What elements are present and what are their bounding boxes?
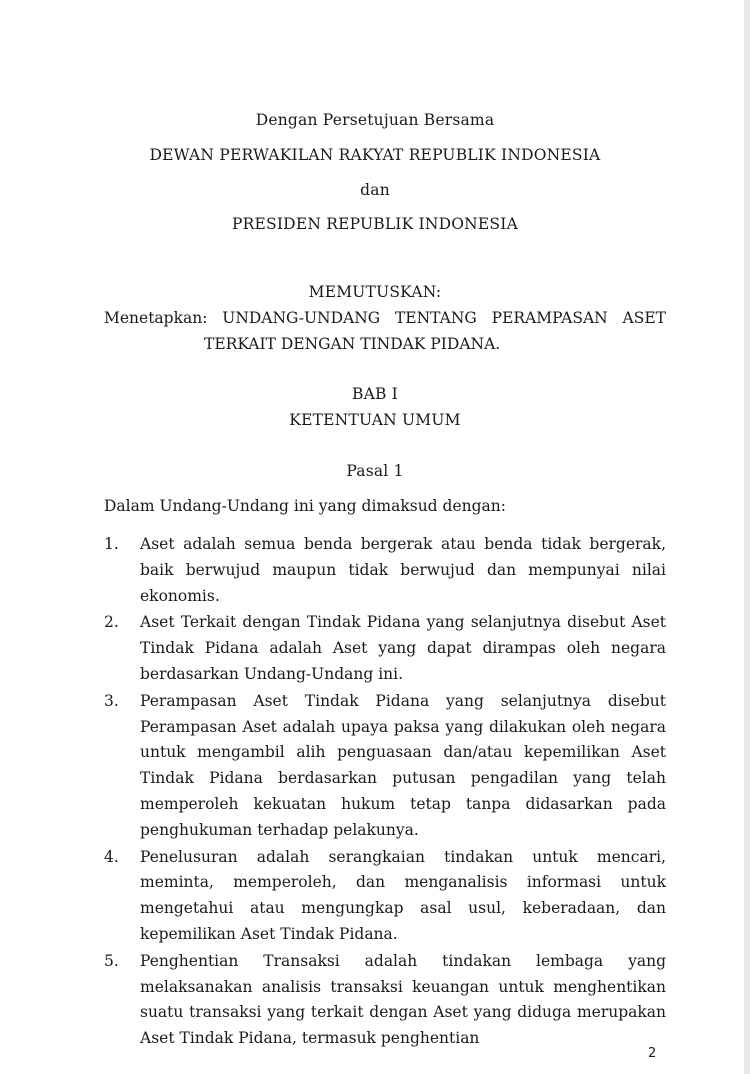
definition-list <box>104 532 666 1053</box>
approval-line: Dengan Persetujuan Bersama <box>255 111 495 129</box>
list-item <box>104 949 666 1052</box>
menetapkan-word: PERAMPASAN <box>491 309 608 327</box>
list-item <box>104 532 666 609</box>
menetapkan-word: UNDANG-UNDANG <box>222 309 381 327</box>
menetapkan-word: Menetapkan: <box>104 309 208 327</box>
item-text: Aset Terkait dengan Tindak Pidana yang selanjutnya disebut Aset Tindak Pidana adalah Aset yang dapat dirampas oleh negara berdasarkan Undang-Undang ini. <box>140 613 666 683</box>
chapter-title: KETENTUAN UMUM <box>289 411 461 429</box>
list-item <box>104 845 666 948</box>
dpr-line: DEWAN PERWAKILAN RAKYAT REPUBLIK INDONESIA <box>149 146 601 164</box>
menetapkan-word: TENTANG <box>394 309 477 327</box>
page-number: 2 <box>648 1046 657 1061</box>
item-number: 5. <box>104 951 119 970</box>
item-number: 3. <box>104 691 119 710</box>
list-item <box>104 689 666 844</box>
menetapkan-row <box>104 305 666 331</box>
item-text: Penelusuran adalah serangkaian tindakan untuk mencari, meminta, memperoleh, dan menganalisis informasi untuk mengetahui atau mengungkap asal usul, keberadaan, dan kepemilikan Aset Tindak Pidana. <box>140 847 666 943</box>
item-number: 1. <box>104 535 119 553</box>
item-number: 4. <box>104 847 119 866</box>
item-number: 2. <box>104 613 119 632</box>
menetapkan-continuation: TERKAIT DENGAN TINDAK PIDANA. <box>204 335 501 353</box>
list-item <box>104 610 666 687</box>
menetapkan-block <box>104 305 666 357</box>
conjunction-line: dan <box>360 181 390 199</box>
article-title: Pasal 1 <box>346 462 404 480</box>
item-text: Penghentian Transaksi adalah tindakan lembaga yang melaksanakan analisis transaksi keuangan untuk menghentikan suatu transaksi yang terkait dengan Aset yang diduga merupakan Aset Tindak Pidana, termasuk penghentian <box>140 951 666 1048</box>
decision-title: MEMUTUSKAN: <box>308 283 442 301</box>
menetapkan-word: ASET <box>622 309 666 327</box>
article-intro: Dalam Undang-Undang ini yang dimaksud dengan: <box>104 497 506 515</box>
president-line: PRESIDEN REPUBLIK INDONESIA <box>232 215 518 233</box>
item-text: Perampasan Aset Tindak Pidana yang selanjutnya disebut Perampasan Aset adalah upaya paksa yang dilakukan oleh negara untuk mengambil alih penguasaan dan/atau kepemilikan Aset Tindak Pidana berdasarkan putusan pengadilan yang telah memperoleh kekuatan hukum tetap tanpa didasarkan pada penghukuman terhadap pelakunya. <box>140 691 666 839</box>
page-edge-shadow <box>744 0 750 1074</box>
item-text: Aset adalah semua benda bergerak atau benda tidak bergerak, baik berwujud maupun tidak berwujud dan mempunyai nilai ekonomis. <box>140 535 666 605</box>
chapter-number: BAB I <box>351 385 399 403</box>
